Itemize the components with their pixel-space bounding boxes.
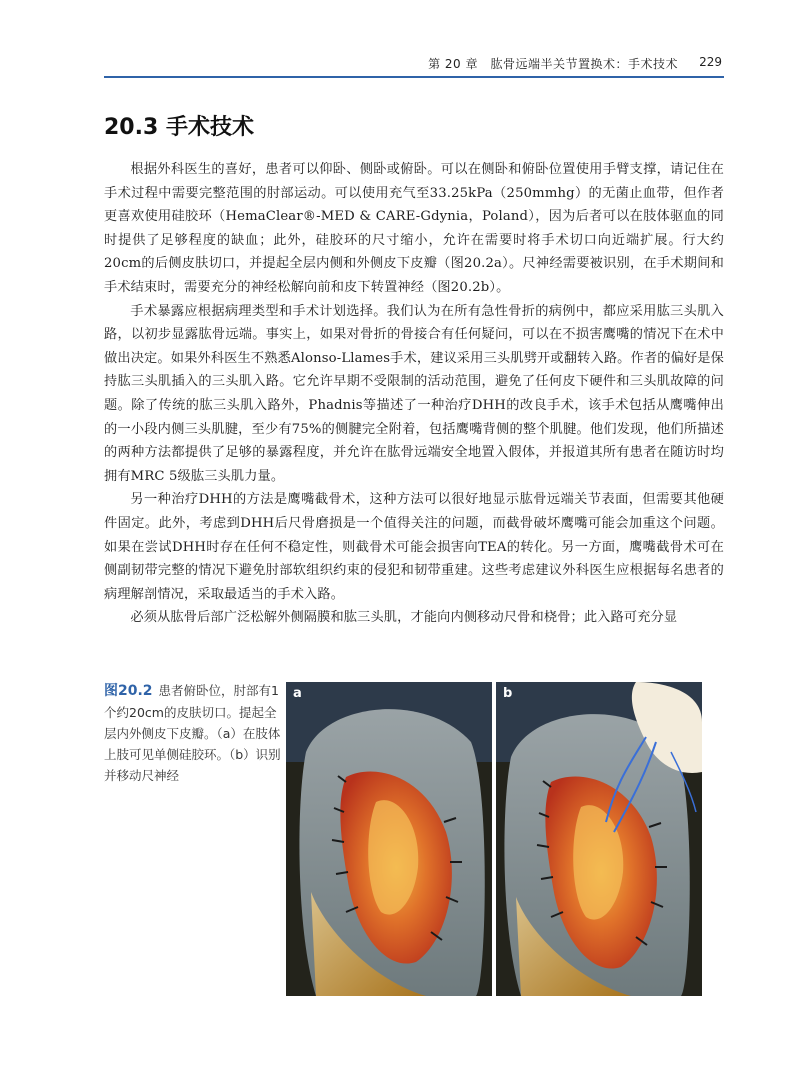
body-text [104,158,724,630]
panel-label-a: a [293,686,302,701]
paragraph: 必须从肱骨后部广泛松解外侧隔膜和肱三头肌，才能向内侧移动尺骨和桡骨；此入路可充分显 [130,610,678,626]
surgical-photo-b-image [496,682,702,996]
chapter-title: 第 20 章 肱骨远端半关节置换术：手术技术 [428,57,678,71]
surgical-photo-b [496,682,702,996]
surgical-photo-a [286,682,492,996]
panel-label-b: b [503,686,513,701]
section-title: 20.3 手术技术 [104,115,254,140]
header-rule [104,76,724,78]
paragraph: 根据外科医生的喜好，患者可以仰卧、侧卧或俯卧。可以在侧卧和俯卧位置使用手臂支撑，请记住在手术过程中需要完整范围的肘部运动。可以使用充气至33.25kPa（250mmhg）的无菌止血带，但作者更喜欢使用硅胶环（HemaClear®-MED & CARE-Gdynia，Poland），因为后者可以在肢体驱血的同时提供了足够程度的缺血；此外，硅胶环的尺寸缩小，允许在需要时将手术切口向近端扩展。行大约20cm的后侧皮肤切口，并提起全层内侧和外侧皮下皮瓣（图20.2a）。尺神经需要被识别，在手术期间和手术结束时，需要充分的神经松解向前和皮下转置神经（图20.2b）。 [104,162,724,295]
figure-caption-text: 患者俯卧位，肘部有1个约20cm的皮肤切口。提起全层内外侧皮下皮瓣。（a）在肢体上肢可见单侧硅胶环。（b）识别并移动尺神经 [104,683,281,783]
page-number: 229 [699,55,722,69]
paragraph: 手术暴露应根据病理类型和手术计划选择。我们认为在所有急性骨折的病例中，都应采用肱三头肌入路，以初步显露肱骨远端。事实上，如果对骨折的骨接合有任何疑问，可以在不损害鹰嘴的情况下在术中做出决定。如果外科医生不熟悉Alonso-Llames手术，建议采用三头肌劈开或翻转入路。作者的偏好是保持肱三头肌插入的三头肌入路。它允许早期不受限制的活动范围，避免了任何皮下硬件和三头肌故障的问题。除了传统的肱三头肌入路外，Phadnis等描述了一种治疗DHH的改良手术，该手术包括从鹰嘴伸出的一小段内侧三头肌腱，至少有75%的侧腱完全附着，包括鹰嘴背侧的整个肌腱。他们发现，他们所描述的两种方法都提供了足够的暴露程度，并允许在肱骨远端安全地置入假体，并报道其所有患者在随访时均拥有MRC 5级肱三头肌力量。 [104,303,724,484]
running-head [104,51,722,73]
paragraph: 另一种治疗DHH的方法是鹰嘴截骨术，这种方法可以很好地显示肱骨远端关节表面，但需要其他硬件固定。此外，考虑到DHH后尺骨磨损是一个值得关注的问题，而截骨破坏鹰嘴可能会加重这个问题。如果在尝试DHH时存在任何不稳定性，则截骨术可能会损害向TEA的转化。另一方面，鹰嘴截骨术可在侧副韧带完整的情况下避免肘部软组织约束的侵犯和韧带重建。这些考虑建议外科医生应根据每名患者的病理解剖情况，采取最适当的手术入路。 [104,492,724,602]
figure-caption [104,680,282,786]
surgical-photo-a-image [286,682,492,996]
figure-label: 图20.2 [104,683,153,699]
